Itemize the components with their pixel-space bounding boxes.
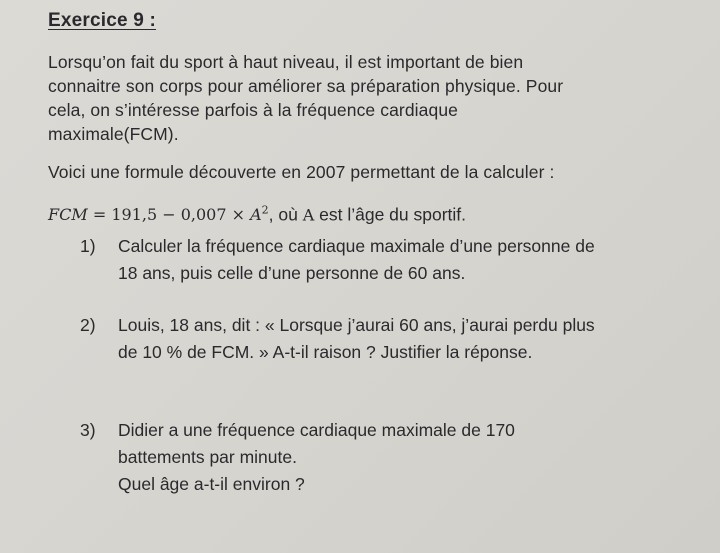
formula-suffix: , où — [268, 204, 303, 225]
formula-exponent: 2 — [261, 204, 269, 217]
question-line: de 10 % de FCM. » A-t-il raison ? Justifier la réponse. — [118, 342, 533, 362]
formula-expression — [48, 205, 269, 224]
question-3 — [80, 417, 700, 498]
intro-line: Lorsqu’on fait du sport à haut niveau, il est important de bien — [48, 52, 524, 72]
question-2 — [80, 312, 705, 366]
question-number: 1) — [80, 236, 96, 256]
intro-line: maximale(FCM). — [48, 124, 179, 144]
formula-line — [48, 199, 466, 227]
formula-suffix-end: est l’âge du sportif. — [314, 204, 467, 225]
question-line: Louis, 18 ans, dit : « Lorsque j’aurai 60 ans, j’aurai perdu plus — [118, 315, 595, 335]
question-line: Didier a une fréquence cardiaque maximale de 170 — [118, 420, 515, 440]
formula-rhs: = 191,5 − 0,007 × — [92, 205, 251, 225]
question-line: 18 ans, puis celle d’une personne de 60 ans. — [118, 263, 466, 283]
question-line: Quel âge a-t-il environ ? — [118, 474, 305, 494]
intro-line: cela, on s’intéresse parfois à la fréquence cardiaque — [48, 100, 458, 120]
question-text — [118, 233, 700, 287]
exercise-title: Exercice 9 : — [48, 10, 157, 31]
question-number: 3) — [80, 420, 96, 440]
formula-variable: A — [250, 205, 262, 225]
formula-suffix-variable: A — [302, 205, 315, 225]
intro-paragraph — [48, 50, 688, 146]
question-number: 2) — [80, 315, 96, 335]
intro-line: connaitre son corps pour améliorer sa préparation physique. Pour — [48, 76, 564, 96]
formula-intro: Voici une formule découverte en 2007 permettant de la calculer : — [48, 162, 555, 182]
question-line: Calculer la fréquence cardiaque maximale d’une personne de — [118, 236, 595, 256]
formula-lhs: FCM — [48, 205, 88, 225]
question-text — [118, 417, 700, 498]
question-text — [118, 312, 705, 366]
question-line: battements par minute. — [118, 447, 297, 467]
question-1 — [80, 233, 700, 287]
